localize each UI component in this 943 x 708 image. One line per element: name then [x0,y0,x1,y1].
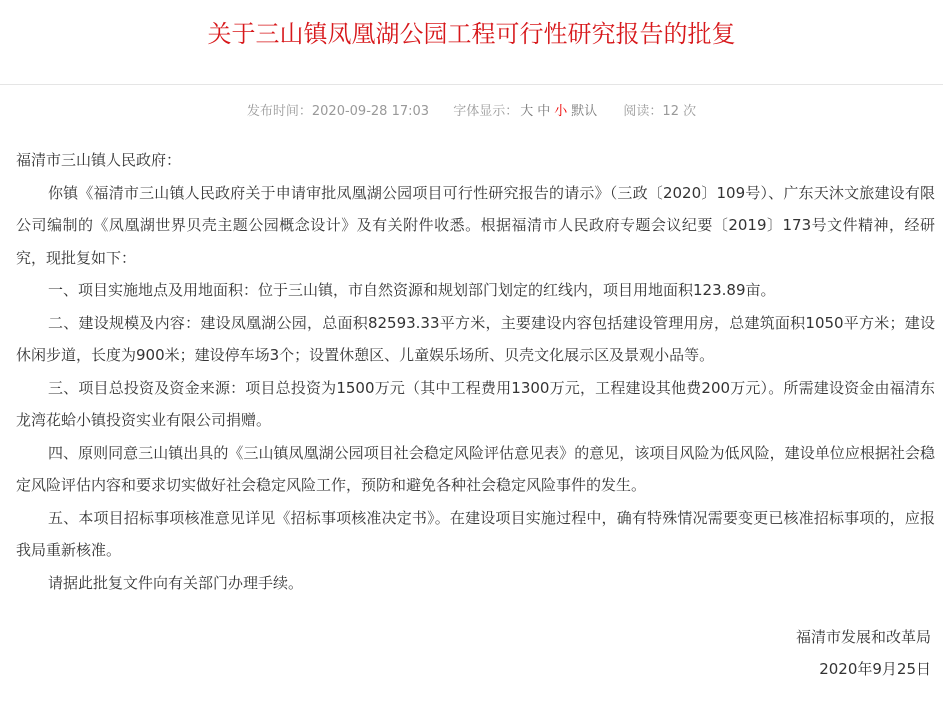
paragraph: 请据此批复文件向有关部门办理手续。 [48,573,304,592]
article-body [0,144,943,599]
read-count: 12 [662,104,679,119]
paragraph: 一、项目实施地点及用地面积：位于三山镇，市自然资源和规划部门划定的红线内，项目用地面积123.89亩。 [48,281,776,299]
signature: 福清市发展和改革局 [795,628,931,646]
paragraph: 你镇《福清市三山镇人民政府关于申请审批凤凰湖公园项目可行性研究报告的请示》（三政〔2020〕109号）、广东天沐文旅建设有限公司编制的《凤凰湖世界贝壳主题公园概念设计》及有关附件收悉。根据福清市人民政府专题会议纪要〔2019〕173号文件精神，经研究，现批复如下： [16,183,935,267]
salutation: 福清市三山镇人民政府： [16,151,182,169]
paragraph: 三、项目总投资及资金来源：项目总投资为1500万元（其中工程费用1300万元，工程建设其他费200万元）。所需建设资金由福清东龙湾花蛤小镇投资实业有限公司捐赠。 [16,378,935,429]
paragraph: 四、原则同意三山镇出具的《三山镇凤凰湖公园项目社会稳定风险评估意见表》的意见，该项目风险为低风险，建设单位应根据社会稳定风险评估内容和要求切实做好社会稳定风险工作，预防和避免各种社会稳定风险事件的发生。 [16,443,935,494]
publish-info [247,104,429,119]
article-meta [0,102,943,122]
font-size-medium[interactable]: 中 [537,104,551,119]
page-title [0,0,943,85]
font-size-switcher [453,104,599,119]
read-label: 阅读： [623,104,663,119]
title-text: 关于三山镇凤凰湖公园工程可行性研究报告的批复 [207,20,736,48]
paragraph: 二、建设规模及内容：建设凤凰湖公园，总面积82593.33平方米，主要建设内容包括建设管理用房，总建筑面积1050平方米；建设休闲步道，长度为900米；建设停车场3个；设置休憩区、儿童娱乐场所、贝壳文化展示区及景观小品等。 [16,313,935,364]
read-count-info [623,104,696,119]
signature-block [0,621,943,685]
font-size-large[interactable]: 大 [520,104,534,119]
paragraph: 五、本项目招标事项核准意见详见《招标事项核准决定书》。在建设项目实施过程中，确有特殊情况需要变更已核准招标事项的，应报我局重新核准。 [16,508,935,559]
read-unit: 次 [683,104,697,119]
signature-date: 2020年9月25日 [819,660,931,678]
publish-time: 2020-09-28 17:03 [311,104,430,119]
font-size-default[interactable]: 默认 [571,104,598,119]
font-size-small[interactable]: 小 [554,104,568,119]
publish-label: 发布时间： [246,104,312,119]
font-size-label: 字体显示： [453,104,519,119]
